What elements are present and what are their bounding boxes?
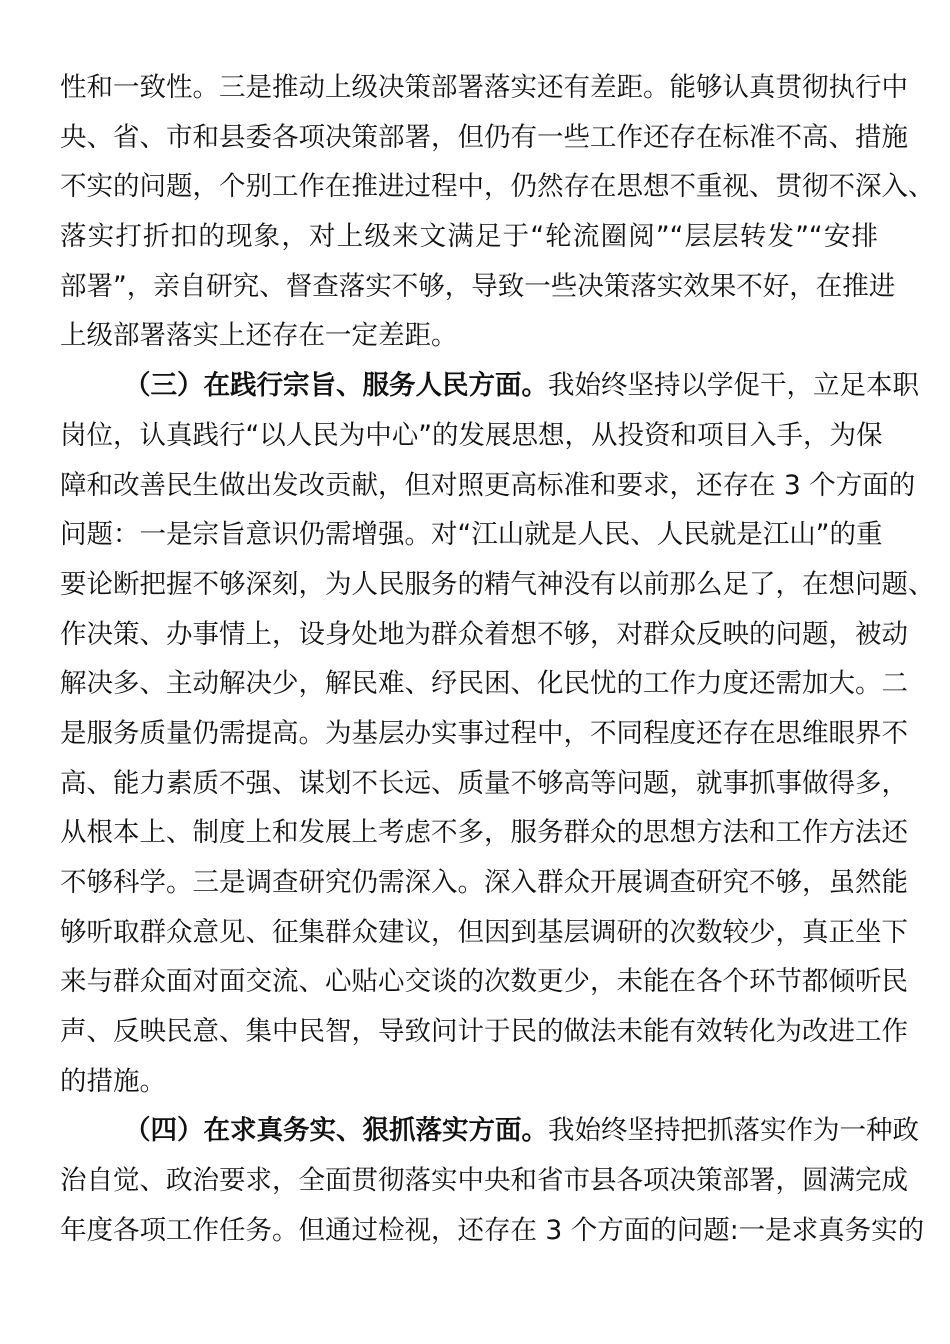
text-line: 够听取群众意见、征集群众建议，但因到基层调研的次数较少，真正坐下 — [60, 916, 908, 948]
paragraph-3 — [60, 1106, 925, 1255]
text-line: 障和改善民生做出发改贡献，但对照更高标准和要求，还存在 3 个方面的 — [60, 469, 916, 501]
section-heading: （四）在求真务实、狠抓落实方面。 — [124, 1115, 548, 1147]
text-line: 是服务质量仍需提高。为基层办实事过程中，不同程度还存在思维眼界不 — [60, 717, 908, 749]
text-line: 来与群众面对面交流、心贴心交谈的次数更少，未能在各个环节都倾听民 — [60, 966, 908, 998]
document-page — [60, 63, 935, 1256]
text-line — [60, 1106, 919, 1156]
text-line: 治自觉、政治要求，全面贯彻落实中央和省市县各项决策部署，圆满完成 — [60, 1165, 908, 1197]
text-span: 我始终坚持以学促干，立足本职 — [548, 370, 919, 402]
text-line: 部署”，亲自研究、督查落实不够，导致一些决策落实效果不好，在推进 — [60, 270, 896, 302]
text-line: 作决策、办事情上，设身处地为群众着想不够，对群众反映的问题，被动 — [60, 618, 908, 650]
text-span: 我始终坚持把抓落实作为一种政 — [548, 1115, 919, 1147]
text-line: 问题：一是宗旨意识仍需增强。对“江山就是人民、人民就是江山”的重 — [60, 519, 883, 551]
paragraph-2 — [60, 361, 935, 1106]
text-line: 性和一致性。三是推动上级决策部署落实还有差距。能够认真贯彻执行中 — [60, 72, 908, 103]
text-line: 的措施。 — [60, 1065, 166, 1097]
text-line: 岗位，认真践行“以人民为中心”的发展思想，从投资和项目入手，为保 — [60, 419, 883, 451]
text-line: 要论断把握不够深刻，为人民服务的精气神没有以前那么足了，在想问题、 — [60, 568, 935, 600]
text-line: 从根本上、制度上和发展上考虑不多，服务群众的思想方法和工作方法还 — [60, 817, 908, 849]
text-line: 央、省、市和县委各项决策部署，但仍有一些工作还存在标准不高、措施 — [60, 121, 908, 153]
text-line: 上级部署落实上还存在一定差距。 — [60, 320, 458, 352]
text-line: 声、反映民意、集中民智，导致问计于民的做法未能有效转化为改进工作 — [60, 1016, 908, 1048]
text-line: 落实打折扣的现象，对上级来文满足于“轮流圈阅”“层层转发”“安排 — [60, 221, 878, 253]
text-line: 不够科学。三是调查研究仍需深入。深入群众开展调查研究不够，虽然能 — [60, 867, 908, 898]
text-line — [60, 361, 919, 411]
text-line: 不实的问题，个别工作在推进过程中，仍然存在思想不重视、贯彻不深入、 — [60, 171, 935, 203]
text-line: 解决多、主动解决少，解民难、纾民困、化民忧的工作力度还需加大。二 — [60, 668, 908, 700]
text-line: 年度各项工作任务。但通过检视，还存在 3 个方面的问题:一是求真务实的 — [60, 1214, 925, 1246]
paragraph-1 — [60, 63, 935, 361]
text-line: 高、能力素质不强、谋划不长远、质量不够高等问题，就事抓事做得多， — [60, 767, 908, 799]
section-heading: （三）在践行宗旨、服务人民方面。 — [124, 370, 548, 402]
